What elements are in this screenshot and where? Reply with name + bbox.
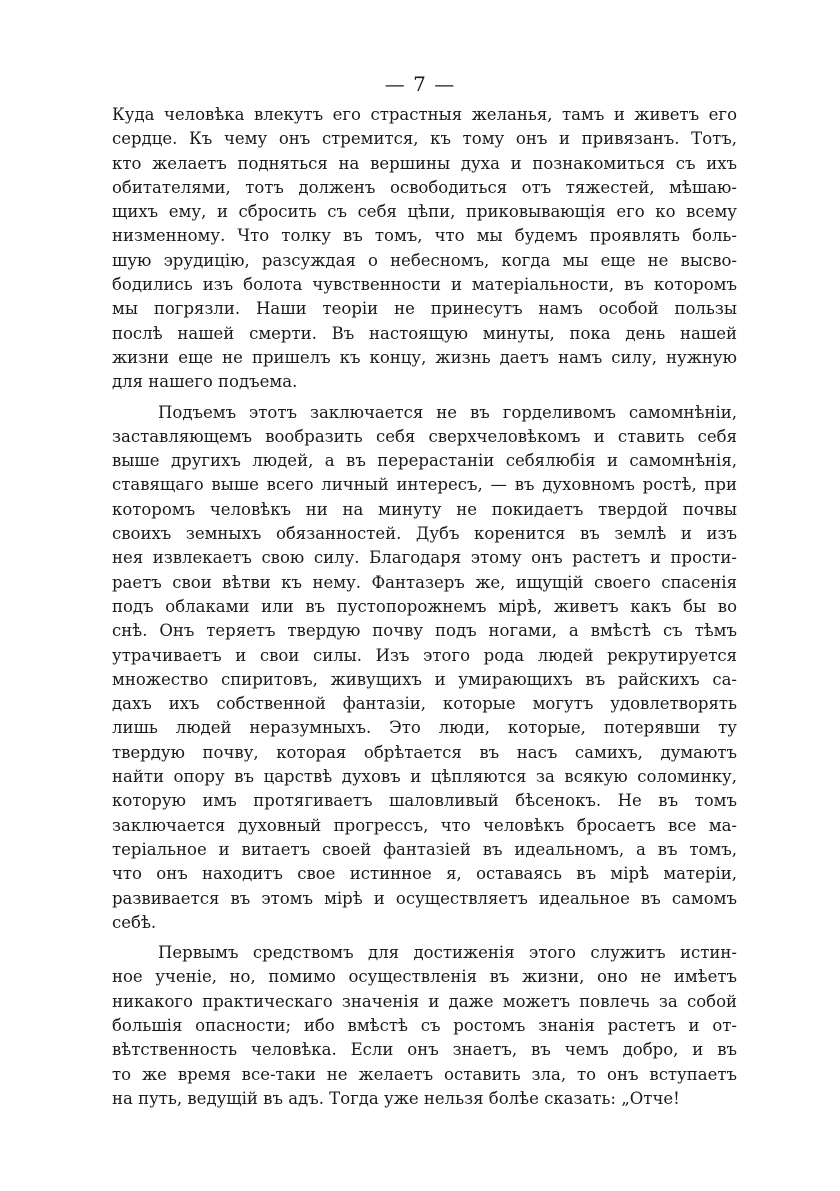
text-line: щихъ ему, и сбросить съ себя цѣпи, приковывающія его ко всему <box>112 202 737 222</box>
text-line: нея извлекаетъ свою силу. Благодаря этому онъ растетъ и прости- <box>112 548 737 568</box>
text-line: развивается въ этомъ мірѣ и осуществляетъ идеальное въ самомъ <box>112 888 737 908</box>
text-line: мы погрязли. Наши теоріи не принесутъ намъ особой пользы <box>112 299 737 319</box>
text-line: то же время все-таки не желаетъ оставить зла, то онъ вступаетъ <box>112 1064 737 1084</box>
text-line: множество спиритовъ, живущихъ и умирающихъ въ райскихъ са- <box>112 669 737 689</box>
text-line: ставящаго выше всего личный интересъ, — въ духовномъ ростѣ, при <box>112 475 737 495</box>
text-line: низменному. Что толку въ томъ, что мы будемъ проявлять боль- <box>112 226 737 246</box>
text-line: вѣтственность человѣка. Если онъ знаетъ, въ чемъ добро, и въ <box>112 1040 737 1060</box>
text-line: выше другихъ людей, а въ перерастаніи себялюбія и самомнѣнія, <box>112 451 737 471</box>
text-body <box>112 103 737 1117</box>
text-line: жизни еще не пришелъ къ концу, жизнь даетъ намъ силу, нужную <box>112 347 737 367</box>
text-line: раетъ свои вѣтви къ нему. Фантазеръ же, ищущій своего спасенія <box>112 572 737 592</box>
text-line: утрачиваетъ и свои силы. Изъ этого рода людей рекрутируется <box>112 645 737 665</box>
text-line: себѣ. <box>112 912 157 932</box>
text-line: ное ученіе, но, помимо осуществленія въ жизни, оно не имѣетъ <box>112 967 737 987</box>
paragraph <box>112 941 737 1111</box>
page-number: — 7 — <box>384 72 456 96</box>
text-line: снѣ. Онъ теряетъ твердую почву подъ ногами, а вмѣстѣ съ тѣмъ <box>112 621 737 641</box>
text-line: своихъ земныхъ обязанностей. Дубъ коренится въ землѣ и изъ <box>112 524 737 544</box>
text-line: которую имъ протягиваетъ шаловливый бѣсенокъ. Не въ томъ <box>112 791 737 811</box>
text-line: сердце. Къ чему онъ стремится, къ тому онъ и привязанъ. Тотъ, <box>112 129 737 149</box>
paragraph <box>112 401 737 936</box>
text-line: теріальное и витаетъ своей фантазіей въ идеальномъ, а въ томъ, <box>112 839 737 859</box>
text-line: Первымъ средствомъ для достиженія этого служитъ истин- <box>158 943 737 963</box>
text-line: дахъ ихъ собственной фантазіи, которые могутъ удовлетворять <box>112 694 737 714</box>
text-line: которомъ человѣкъ ни на минуту не покидаетъ твердой почвы <box>112 499 737 519</box>
text-line: обитателями, тотъ долженъ освободиться отъ тяжестей, мѣшаю- <box>112 177 737 197</box>
text-line: Куда человѣка влекутъ его страстныя желанья, тамъ и живетъ его <box>112 105 737 124</box>
text-line: что онъ находитъ свое истинное я, оставаясь въ мірѣ матеріи, <box>112 864 737 884</box>
text-line: на путь, ведущій въ адъ. Тогда уже нельзя болѣе сказать: „Отче! <box>112 1088 680 1108</box>
text-line: твердую почву, которая обрѣтается въ насъ самихъ, думаютъ <box>112 742 737 762</box>
text-line: для нашего подъема. <box>112 372 298 392</box>
text-line: никакого практическаго значенія и даже можетъ повлечь за собой <box>112 991 737 1011</box>
text-line: заключается духовный прогрессъ, что человѣкъ бросаетъ все ма- <box>112 815 737 835</box>
text-line: подъ облаками или въ пустопорожнемъ мірѣ, живетъ какъ бы во <box>112 596 737 616</box>
text-line: бодились изъ болота чувственности и матеріальности, въ которомъ <box>112 275 737 295</box>
text-line: большія опасности; ибо вмѣстѣ съ ростомъ знанія растетъ и от- <box>112 1015 737 1035</box>
text-line: Подъемъ этотъ заключается не въ горделивомъ самомнѣніи, <box>158 402 737 422</box>
text-line: шую эрудицію, разсуждая о небесномъ, когда мы еще не высво- <box>112 250 737 270</box>
text-line: найти опору въ царствѣ духовъ и цѣпляются за всякую соломинку, <box>112 767 737 787</box>
text-line: послѣ нашей смерти. Въ настоящую минуты, пока день нашей <box>112 323 737 343</box>
text-line: заставляющемъ вообразить себя сверхчеловѣкомъ и ставить себя <box>112 426 737 446</box>
text-line: лишь людей неразумныхъ. Это люди, которые, потерявши ту <box>112 718 737 738</box>
paragraph <box>112 103 737 395</box>
text-line: кто желаетъ подняться на вершины духа и познакомиться съ ихъ <box>112 153 737 173</box>
